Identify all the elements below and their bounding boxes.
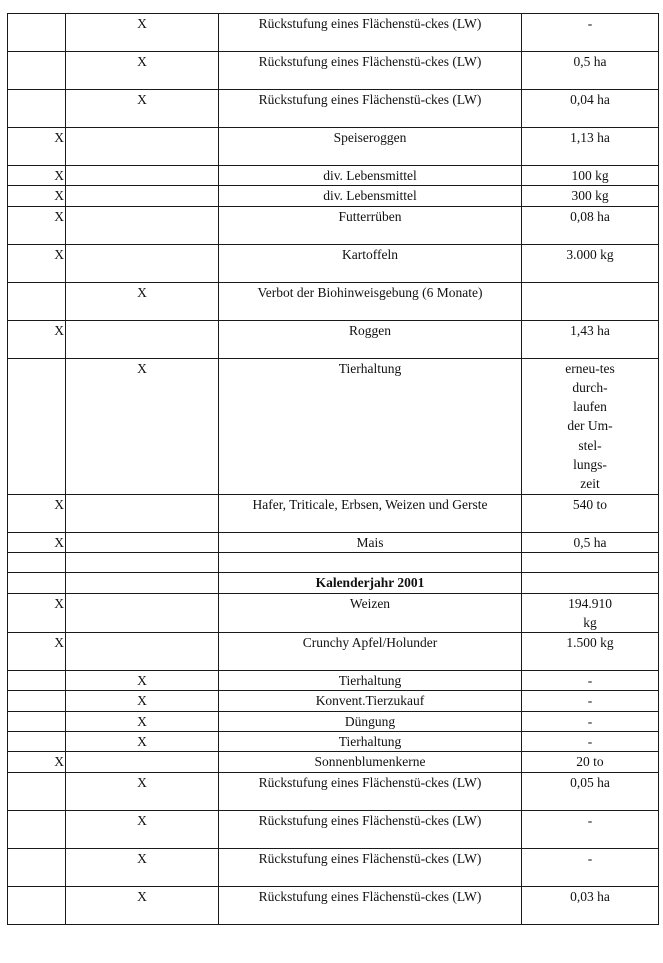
table-row (8, 282, 659, 320)
amount-cell (522, 494, 659, 532)
mark-col2-cell (66, 128, 219, 166)
amount-value: - (587, 16, 593, 31)
amount-cell (522, 691, 659, 711)
amount-value: 1.500 kg (566, 635, 614, 651)
amount-value: 540 to (572, 496, 608, 512)
table-row (8, 52, 659, 90)
mark-col2-cell: X (66, 671, 219, 691)
mark-col2-cell: X (66, 810, 219, 848)
description-cell: Rückstufung eines Flächenstü-ckes (LW) (219, 810, 522, 848)
table-row (8, 358, 659, 494)
amount-cell (522, 886, 659, 924)
mark-col1-cell (8, 691, 66, 711)
amount-cell (522, 633, 659, 671)
description-cell: Roggen (219, 320, 522, 358)
mark-col2-cell (66, 573, 219, 593)
amount-cell (522, 282, 659, 320)
description-cell: Tierhaltung (219, 671, 522, 691)
mark-col2-cell: X (66, 90, 219, 128)
table-row (8, 244, 659, 282)
description-cell: Futterrüben (219, 206, 522, 244)
table-row (8, 671, 659, 691)
amount-cell (522, 552, 659, 572)
mark-col1-cell (8, 282, 66, 320)
description-cell: Crunchy Apfel/Holunder (219, 633, 522, 671)
description-cell: Weizen (219, 593, 522, 633)
table-row (8, 711, 659, 731)
description-cell: Speiseroggen (219, 128, 522, 166)
mark-col1-cell: X (8, 320, 66, 358)
table-row (8, 886, 659, 924)
table-row (8, 552, 659, 572)
amount-value: 300 kg (571, 188, 609, 204)
description-cell: Sonnenblumenkerne (219, 752, 522, 772)
amount-cell (522, 128, 659, 166)
description-cell: Rückstufung eines Flächenstü-ckes (LW) (219, 52, 522, 90)
mark-col2-cell (66, 593, 219, 633)
mark-col1-cell (8, 810, 66, 848)
table-row (8, 14, 659, 52)
mark-col1-cell (8, 711, 66, 731)
table-row (8, 752, 659, 772)
amount-value: - (587, 673, 593, 689)
amount-cell (522, 186, 659, 206)
mark-col1-cell: X (8, 494, 66, 532)
mark-col2-cell: X (66, 358, 219, 494)
table-row (8, 732, 659, 752)
description-cell: Verbot der Biohinweisgebung (6 Monate) (219, 282, 522, 320)
amount-value: 0,5 ha (573, 54, 607, 69)
amount-cell (522, 593, 659, 633)
amount-value: 0,03 ha (570, 888, 610, 904)
description-cell: div. Lebensmittel (219, 186, 522, 206)
table-row (8, 186, 659, 206)
mark-col1-cell (8, 886, 66, 924)
description-cell: Rückstufung eines Flächenstü-ckes (LW) (219, 886, 522, 924)
amount-cell (522, 166, 659, 186)
mark-col2-cell: X (66, 848, 219, 886)
amount-value: 0,05 ha (570, 774, 610, 790)
amount-value: 1,43 ha (570, 322, 610, 338)
mark-col2-cell: X (66, 52, 219, 90)
amount-value: - (587, 812, 593, 828)
table-row (8, 848, 659, 886)
table-row (8, 128, 659, 166)
amount-value: - (587, 734, 593, 750)
amount-cell (522, 52, 659, 90)
mark-col2-cell (66, 166, 219, 186)
amount-cell (522, 752, 659, 772)
mark-col1-cell (8, 358, 66, 494)
description-cell: Rückstufung eines Flächenstü-ckes (LW) (219, 90, 522, 128)
mark-col2-cell (66, 532, 219, 552)
mark-col1-cell (8, 552, 66, 572)
mark-col2-cell (66, 320, 219, 358)
mark-col2-cell: X (66, 282, 219, 320)
amount-cell (522, 848, 659, 886)
amount-cell (522, 320, 659, 358)
amount-cell (522, 206, 659, 244)
mark-col1-cell: X (8, 166, 66, 186)
mark-col1-cell: X (8, 128, 66, 166)
mark-col2-cell (66, 206, 219, 244)
amount-cell (522, 573, 659, 593)
mark-col2-cell: X (66, 886, 219, 924)
table-row (8, 494, 659, 532)
amount-value: 0,5 ha (573, 534, 607, 550)
mark-col1-cell: X (8, 752, 66, 772)
amount-cell (522, 244, 659, 282)
amount-value: 0,04 ha (570, 92, 610, 107)
mark-col2-cell: X (66, 772, 219, 810)
description-cell: Mais (219, 532, 522, 552)
table-row (8, 810, 659, 848)
mark-col2-cell: X (66, 711, 219, 731)
description-cell: Rückstufung eines Flächenstü-ckes (LW) (219, 772, 522, 810)
table-body (8, 14, 659, 925)
mark-col2-cell: X (66, 691, 219, 711)
section-heading: Kalenderjahr 2001 (219, 573, 522, 593)
description-cell (219, 552, 522, 572)
amount-value: 3.000 kg (566, 246, 614, 262)
mark-col1-cell (8, 52, 66, 90)
amount-cell (522, 711, 659, 731)
mark-col2-cell: X (66, 14, 219, 52)
amount-cell (522, 772, 659, 810)
mark-col2-cell (66, 752, 219, 772)
table-row (8, 633, 659, 671)
amount-value: 0,08 ha (570, 208, 610, 224)
amount-cell (522, 532, 659, 552)
amount-value: - (587, 693, 593, 709)
amount-cell (522, 671, 659, 691)
mark-col2-cell (66, 186, 219, 206)
amount-cell (522, 358, 659, 494)
amount-cell (522, 732, 659, 752)
mark-col2-cell (66, 244, 219, 282)
mark-col1-cell (8, 848, 66, 886)
table-row (8, 320, 659, 358)
amount-value: 20 to (576, 754, 604, 770)
mark-col1-cell: X (8, 244, 66, 282)
amount-value: 100 kg (571, 168, 609, 183)
table-row (8, 593, 659, 633)
mark-col1-cell (8, 90, 66, 128)
description-cell: Rückstufung eines Flächenstü-ckes (LW) (219, 848, 522, 886)
mark-col1-cell (8, 772, 66, 810)
mark-col1-cell: X (8, 633, 66, 671)
table-row (8, 532, 659, 552)
data-table (7, 13, 659, 925)
table-row (8, 90, 659, 128)
amount-value: - (587, 713, 593, 729)
description-cell: Hafer, Triticale, Erbsen, Weizen und Gerste (219, 494, 522, 532)
description-cell: Rückstufung eines Flächenstü-ckes (LW) (219, 14, 522, 52)
description-cell: Konvent.Tierzukauf (219, 691, 522, 711)
mark-col1-cell: X (8, 186, 66, 206)
mark-col1-cell (8, 14, 66, 52)
mark-col1-cell: X (8, 206, 66, 244)
description-cell: div. Lebensmittel (219, 166, 522, 186)
mark-col1-cell (8, 671, 66, 691)
table-section-heading-row (8, 573, 659, 593)
amount-value: erneu-tes durch-laufen der Um-stel-lungs-zeit (565, 360, 615, 492)
mark-col2-cell (66, 552, 219, 572)
amount-cell (522, 90, 659, 128)
table-row (8, 772, 659, 810)
mark-col1-cell: X (8, 593, 66, 633)
amount-value: - (587, 850, 593, 866)
table-row (8, 166, 659, 186)
description-cell: Tierhaltung (219, 732, 522, 752)
mark-col2-cell (66, 494, 219, 532)
table-row (8, 691, 659, 711)
amount-cell (522, 810, 659, 848)
amount-value: 194.910 kg (568, 595, 612, 630)
mark-col2-cell: X (66, 732, 219, 752)
mark-col1-cell (8, 573, 66, 593)
mark-col1-cell: X (8, 532, 66, 552)
table-row (8, 206, 659, 244)
mark-col1-cell (8, 732, 66, 752)
amount-value: 1,13 ha (570, 130, 610, 145)
amount-cell (522, 14, 659, 52)
mark-col2-cell (66, 633, 219, 671)
description-cell: Kartoffeln (219, 244, 522, 282)
description-cell: Düngung (219, 711, 522, 731)
description-cell: Tierhaltung (219, 358, 522, 494)
